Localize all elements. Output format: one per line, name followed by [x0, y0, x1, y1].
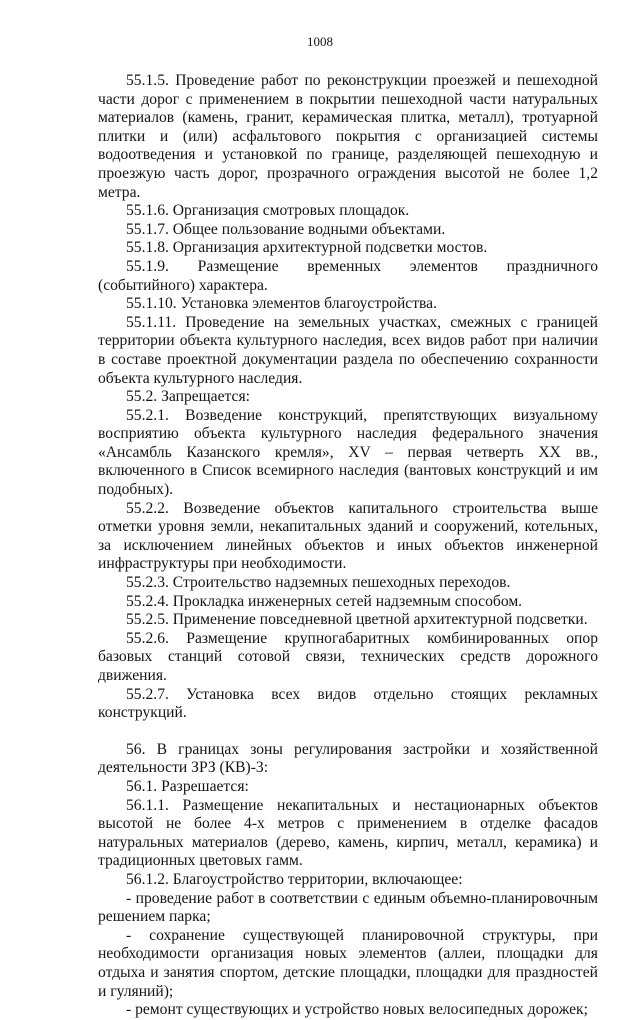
paragraph-56: 56. В границах зоны регулирования застройки и хозяйственной деятельности ЗРЗ (КВ)-3: [98, 740, 598, 777]
paragraph-55-1-9: 55.1.9. Размещение временных элементов праздничного (событийного) характера. [98, 257, 598, 294]
paragraph-55-1-7: 55.1.7. Общее пользование водными объектами. [126, 220, 446, 238]
paragraph-55-2-7: 55.2.7. Установка всех видов отдельно стоящих рекламных конструкций. [98, 685, 598, 722]
section-gap [98, 723, 598, 741]
page-number: 1008 [307, 34, 333, 49]
list-item-structure: - сохранение существующей планировочной структуры, при необходимости организация новых элементов (аллеи, площадки для отдыха и занятия спортом, детские площадки, площадки для праздностей и гуляний); [98, 926, 598, 1000]
paragraph-55-1-8: 55.1.8. Организация архитектурной подсветки мостов. [126, 239, 488, 257]
paragraph-55-2-1: 55.2.1. Возведение конструкций, препятствующих визуальному восприятию объекта культурного наследия федерального значения «Ансамбль Казанского кремля», XV – первая четверть XX вв., включенного в Список всемирного наследия (вантовых конструкций и им подобных). [98, 406, 598, 499]
paragraph-56-1-1: 56.1.1. Размещение некапитальных и нестационарных объектов высотой не более 4-х метров с применением в отделке фасадов натуральных материалов (дерево, камень, кирпич, металл, керамика) и традиционных цветовых гамм. [98, 796, 598, 870]
paragraph-55-2-6: 55.2.6. Размещение крупногабаритных комбинированных опор базовых станций сотовой связи, технических средств дорожного движения. [98, 629, 598, 684]
paragraph-55-1-10: 55.1.10. Установка элементов благоустройства. [126, 295, 438, 313]
paragraph-55-2-4: 55.2.4. Прокладка инженерных сетей надземным способом. [126, 592, 523, 610]
paragraph-55-2-2: 55.2.2. Возведение объектов капитального строительства выше отметки уровня земли, некапитальных зданий и сооружений, котельных, за исключением линейных объектов и иных объектов инженерной инфраструктуры при необходимости. [98, 499, 598, 573]
paragraph-55-2-3: 55.2.3. Строительство надземных пешеходных переходов. [126, 574, 511, 592]
paragraph-55-1-11: 55.1.11. Проведение на земельных участках, смежных с границей территории объекта культурного наследия, всех видов работ при наличии в составе проектной документации раздела по обеспечению сохранности объекта культурного наследия. [98, 313, 598, 387]
document-body [98, 72, 598, 1020]
paragraph-55-1-6: 55.1.6. Организация смотровых площадок. [126, 202, 410, 220]
paragraph-55-2: 55.2. Запрещается: [126, 388, 250, 406]
list-item-parking-plan: - проведение работ в соответствии с единым объемно-планировочным решением парка; [98, 889, 598, 926]
paragraph-56-1-2: 56.1.2. Благоустройство территории, включающее: [126, 870, 463, 888]
list-item-bike-paths: - ремонт существующих и устройство новых велосипедных дорожек; [126, 1001, 588, 1019]
paragraph-55-2-5: 55.2.5. Применение повседневной цветной архитектурной подсветки. [126, 611, 588, 629]
paragraph-55-1-5: 55.1.5. Проведение работ по реконструкции проезжей и пешеходной части дорог с применением в покрытии пешеходной части натуральных материалов (камень, гранит, керамическая плитка, металл), тротуарной плитки и (или) асфальтового покрытия с организацией системы водоотведения и установкой по границе, разделяющей пешеходную и проезжую часть дорог, прозрачного ограждения высотой не более 1,2 метра. [98, 72, 598, 201]
paragraph-56-1: 56.1. Разрешается: [126, 777, 249, 795]
